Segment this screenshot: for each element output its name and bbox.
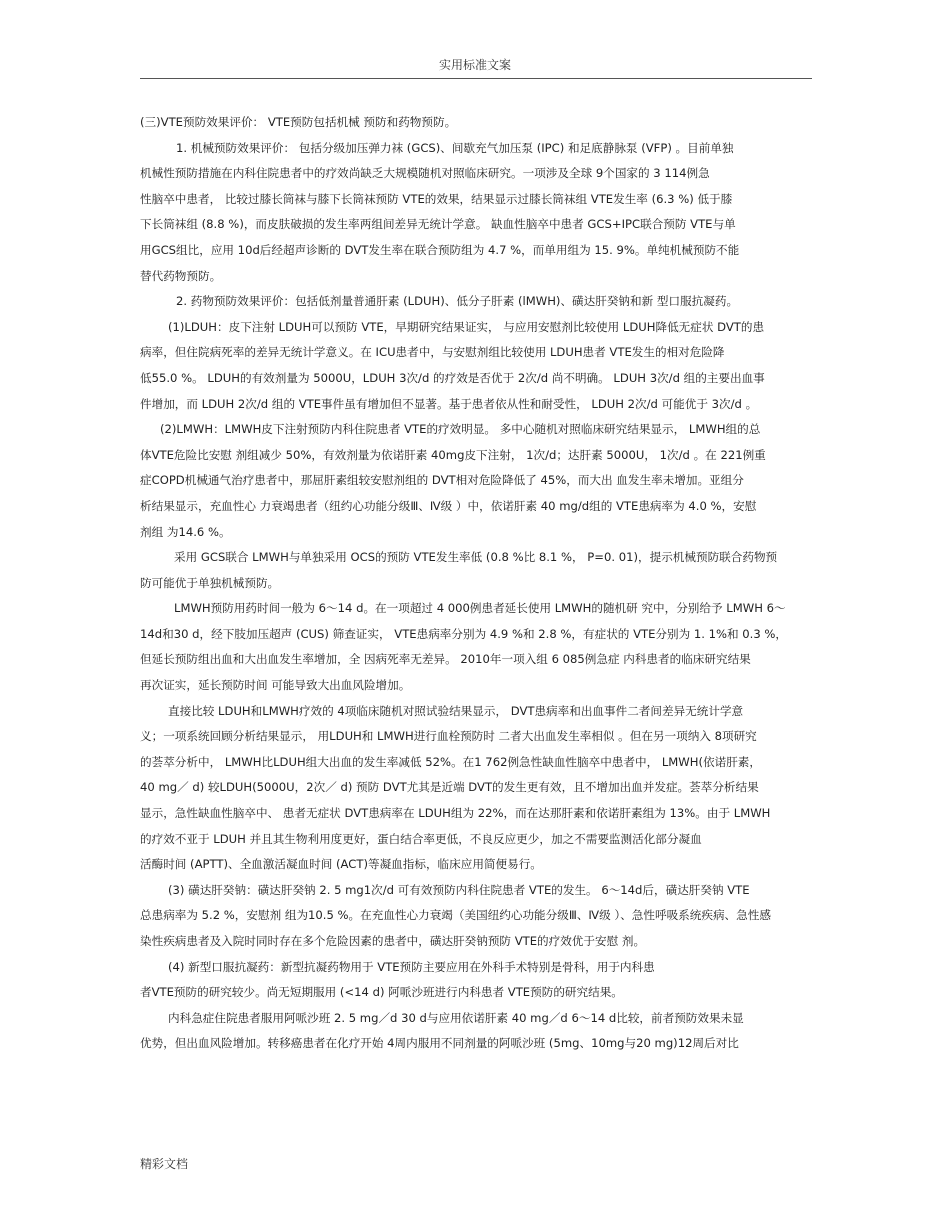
text-line: 的疗效不亚于 LDUH 并且其生物利用度更好，蛋白结合率更低，不良反应更少，加之不需要监测活化部分凝血 [140,831,702,846]
text-line: 采用 GCS联合 LMWH与单独采用 OCS的预防 VTE发生率低 (0.8 %比 8.1 %， P=0. 01)，提示机械预防联合药物预 [174,550,778,565]
text-line: 14d和30 d，经下肢加压超声 (CUS) 筛查证实， VTE患病率分别为 4.9 %和 2.8 %，有症状的 VTE分别为 1. 1%和 0.3 %， [140,626,788,641]
document-body [140,110,812,1057]
text-line: 染性疾病患者及入院时同时存在多个危险因素的患者中，磺达肝癸钠预防 VTE的疗效优于安慰 剂。 [140,934,646,948]
text-line: 的荟萃分析中， LMWH比LDUH组大出血的发生率减低 52%。在1 762例急性缺血性脑卒中患者中， LMWH(依诺肝素， [140,754,761,769]
text-line: 剂组 为14.6 %。 [140,524,231,539]
text-line: 内科急症住院患者服用阿哌沙班 2. 5 mg／d 30 d与应用依诺肝素 40 mg／d 6～14 d比较，前者预防效果未显 [168,1010,744,1025]
text-line: 性脑卒中患者， 比较过膝长筒袜与膝下长筒袜预防 VTE的效果，结果显示过膝长筒袜组 VTE发生率 (6.3 %) 低于膝 [140,191,733,206]
text-line: 症COPD机械通气治疗患者中，那屈肝素组较安慰剂组的 DVT相对危险降低了 45%，而大出 血发生率未增加。亚组分 [140,473,744,488]
text-line: 总患病率为 5.2 %，安慰剂 组为10.5 %。在充血性心力衰竭（美国纽约心功能分级Ⅲ、Ⅳ级 ）、急性呼吸系统疾病、急性感 [140,908,771,923]
text-line: 析结果显示，充血性心 力衰竭患者（纽约心功能分级Ⅲ、Ⅳ级 ）中，依诺肝素 40 mg/d组的 VTE患病率为 4.0 %，安慰 [140,498,757,513]
page-header: 实用标准文案 [438,58,511,72]
text-line: (三)VTE预防效果评价： VTE预防包括机械 预防和药物预防。 [140,115,457,129]
text-line: (3) 磺达肝癸钠：磺达肝癸钠 2. 5 mg1次/d 可有效预防内科住院患者 VTE的发生。 6～14d后，磺达肝癸钠 VTE [168,882,750,897]
text-line: 再次证实，延长预防时间 可能导致大出血风险增加。 [140,678,411,693]
text-line: LMWH预防用药时间一般为 6～14 d。在一项超过 4 000例患者延长使用 LMWH的随机研 究中，分别给予 LMWH 6～ [174,601,786,616]
text-line: 1. 机械预防效果评价： 包括分级加压弹力袜 (GCS)、间歇充气加压泵 (IPC) 和足底静脉泵 (VFP) 。目前单独 [176,140,734,155]
text-line: 者VTE预防的研究较少。尚无短期服用 (<14 d) 阿哌沙班进行内科患者 VTE预防的研究结果。 [140,985,623,1000]
text-line: 活酶时间 (APTT)、全血激活凝血时间 (ACT)等凝血指标，临床应用简便易行。 [140,857,542,872]
text-line: 显示，急性缺血性脑卒中、 患者无症状 DVT患病率在 LDUH组为 22%，而在达那肝素和依诺肝素组为 13%。由于 LMWH [140,806,771,821]
page-footer: 精彩文档 [140,1157,189,1171]
text-line: (2)LMWH：LMWH皮下注射预防内科住院患者 VTE的疗效明显。 多中心随机对照临床研究结果显示， LMWH组的总 [160,422,761,437]
text-line: 2. 药物预防效果评价：包括低剂量普通肝素 (LDUH)、低分子肝素 (lMWH)、磺达肝癸钠和新 型口服抗凝药。 [176,294,739,309]
text-line: 用GCS组比，应用 10d后经超声诊断的 DVT发生率在联合预防组为 4.7 %，而单用组为 15. 9%。单纯机械预防不能 [140,242,740,257]
text-line: 件增加，而 LDUH 2次/d 组的 VTE事件虽有增加但不显著。基于患者依从性和耐受性， LDUH 2次/d 可能优于 3次/d 。 [140,396,758,411]
text-line: 替代药物预防。 [140,268,222,283]
text-line: 低55.0 %。 LDUH的有效剂量为 5000U，LDUH 3次/d 的疗效是否优于 2次/d 尚不明确。 LDUH 3次/d 组的主要出血事 [140,370,765,385]
text-line: (1)LDUH：皮下注射 LDUH可以预防 VTE，早期研究结果证实， 与应用安慰剂比较使用 LDUH降低无症状 DVT的患 [168,319,765,334]
text-line: 防可能优于单独机械预防。 [140,575,280,590]
text-line: 病率，但住院病死率的差异无统计学意义。在 ICU患者中，与安慰剂组比较使用 LDUH患者 VTE发生的相对危险降 [140,345,725,360]
text-line: 义；一项系统回顾分析结果显示， 用LDUH和 LMWH进行血栓预防时 二者大出血发生率相似 。但在另一项纳入 8项研究 [140,729,757,744]
text-line: 但延长预防组出血和大出血发生率增加，全 因病死率无差异。 2010年一项入组 6 085例急症 内科患者的临床研究结果 [140,652,751,667]
text-line: 体VTE危险比安慰 剂组减少 50%，有效剂量为依诺肝素 40mg皮下注射， 1次/d；达肝素 5000U， 1次/d 。在 221例重 [140,447,766,462]
text-line: 优势，但出血风险增加。转移癌患者在化疗开始 4周内服用不同剂量的阿哌沙班 (5mg、10mg与20 mg)12周后对比 [140,1036,739,1051]
text-line: 机械性预防措施在内科住院患者中的疗效尚缺乏大规模随机对照临床研究。一项涉及全球 9个国家的 3 114例急 [140,166,710,181]
header-divider [140,78,812,79]
text-line: 下长筒袜组 (8.8 %)，而皮肤破损的发生率两组间差异无统计学意。 缺血性脑卒中患者 GCS+IPC联合预防 VTE与单 [140,217,736,232]
text-line: (4) 新型口服抗凝药：新型抗凝药物用于 VTE预防主要应用在外科手术特别是骨科，用于内科患 [168,959,655,974]
text-line: 40 mg／ d) 较LDUH(5000U，2次／ d) 预防 DVT尤其是近端 DVT的发生更有效，且不增加出血并发症。荟萃分析结果 [140,780,759,795]
text-line: 直接比较 LDUH和LMWH疗效的 4项临床随机对照试验结果显示， DVT患病率和出血事件二者间差异无统计学意 [168,703,744,718]
